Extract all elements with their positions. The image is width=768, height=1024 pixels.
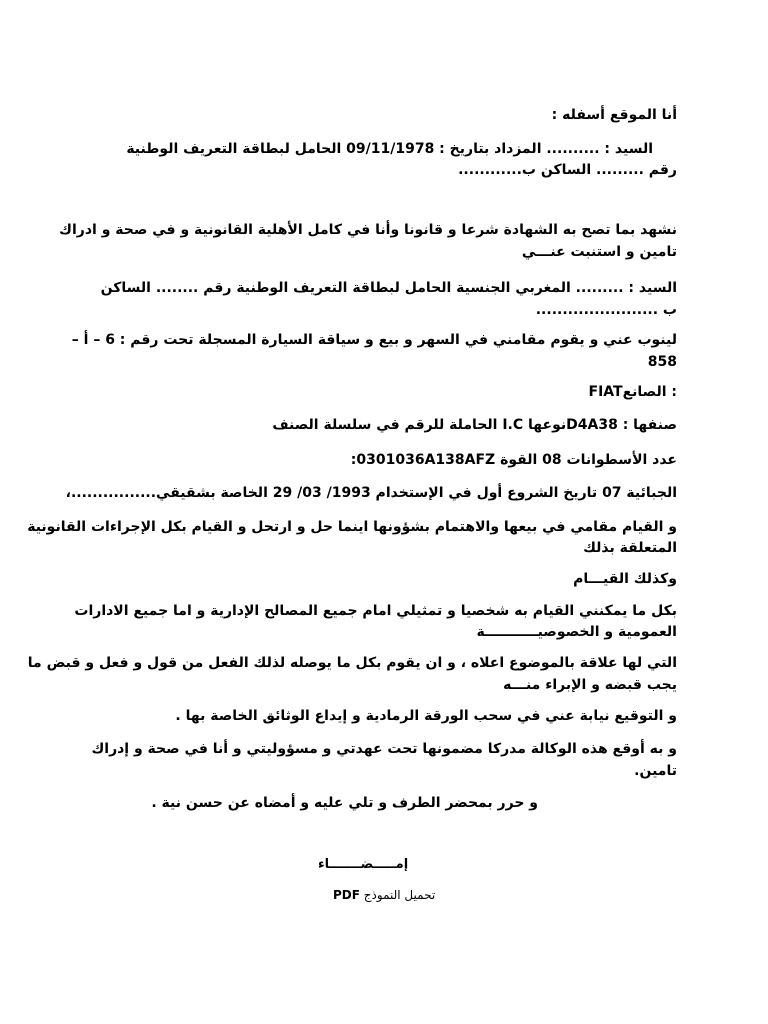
download-template-text: تحميل النموذج (363, 888, 436, 902)
principal-line-1: السيد : .......... المزداد بتاريخ : 09/11/1978 الحامل لبطاقة التعريف الوطنية (126, 141, 653, 157)
related-line-2: يجب قبضه و الإبراء منـــه (503, 677, 677, 693)
pdf-label: PDF (333, 888, 360, 902)
representation-line-2: العمومية و الخصوصيـــــــــــة (476, 624, 677, 640)
representation-line-1: بكل ما يمكنني القيام به شخصيا و تمثيلي امام جميع المصالح الإدارية و اما جميع الادارات (74, 603, 677, 619)
download-template-link[interactable] (333, 886, 435, 904)
related-line-1: التي لها علاقة بالموضوع اعلاه ، و ان يقوم بكل ما يوصله لذلك الفعل من قول و فعل و قبض ما (27, 655, 677, 671)
principal-line-2: رقم ......... الساكن ب............ (458, 162, 677, 178)
agent-line-2: ب ....................... (535, 302, 677, 318)
vehicle-line-1: لينوب عني و يقوم مقامني في السهر و بيع و سياقة السيارة المسجلة تحت رقم : 6 – أ – (71, 332, 677, 348)
signature-label: إمـــــضـــــــاء (318, 857, 409, 872)
also-line: وكذلك القيـــام (573, 571, 677, 587)
signing-line: و التوقيع نيابة عني في سحب الورقة الرمادية و إيداع الوثائق الخاصة بها . (175, 708, 677, 724)
vehicle-serial-line: :0301036A138AFZ عدد الأسطوانات 08 القوة (350, 452, 677, 468)
vehicle-type-line: صنفها : D4A38نوعها I.C الحاملة للرقم في سلسلة الصنف (272, 417, 677, 433)
duties-line-2: المتعلقة بذلك (583, 540, 677, 556)
opening-line: أنا الموقع أسفله : (551, 107, 677, 123)
declaration-line-1: نشهد بما تصح به الشهادة شرعا و قانونا وأنا في كامل الأهلية القانونية و في صحة و ادراك (59, 222, 677, 238)
fiscal-power-line: الجبائية 07 تاريخ الشروع أول في الإستخدام 1993/ 03/ 29 الخاصة بشقيقي................، (65, 485, 677, 501)
acknowledgement-line-2: تامين. (634, 763, 677, 779)
closing-line: و حرر بمحضر الطرف و تلي عليه و أمضاه عن حسن نية . (151, 795, 538, 811)
declaration-line-2: تامين و استنبت عنـــي (521, 244, 677, 260)
vehicle-line-2: 858 (647, 354, 677, 370)
duties-line-1: و القيام مقامي في بيعها والاهتمام بشؤونها اينما حل و ارتحل و القيام بكل الإجراءات القانونية (27, 519, 677, 535)
manufacturer-line: FIATالصانع : (588, 384, 677, 400)
agent-line-1: السيد : ......... المغربي الجنسية الحامل لبطاقة التعريف الوطنية رقم ........ الساكن (100, 280, 677, 296)
acknowledgement-line-1: و به أوقع هذه الوكالة مدركا مضمونها تحت عهدتي و مسؤوليتي و أنا في صحة و إدراك (91, 741, 677, 757)
